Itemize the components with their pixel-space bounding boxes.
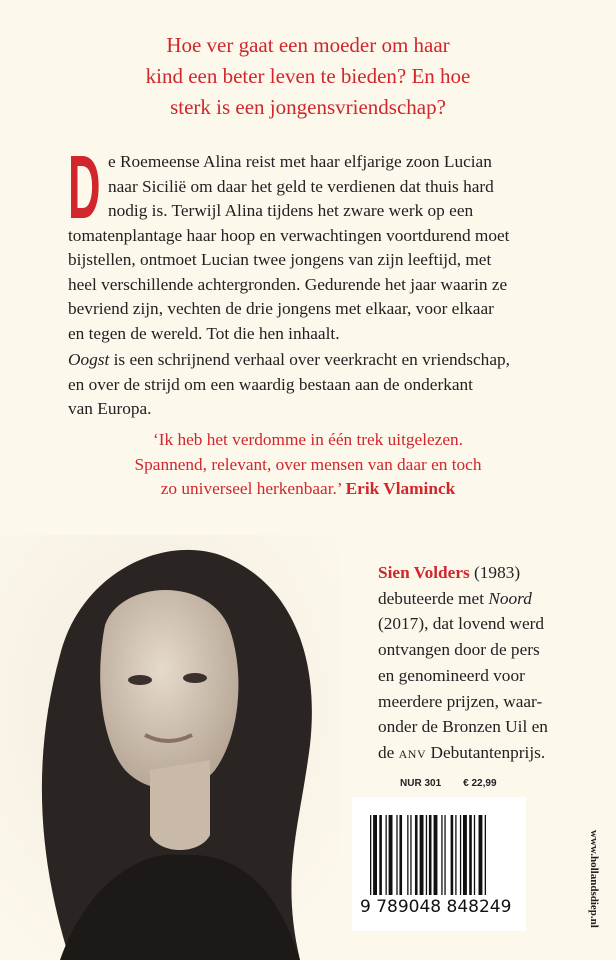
barcode-bar [410, 815, 411, 895]
barcode-bar [370, 815, 371, 895]
text-line: bijstellen, ontmoet Lucian twee jongens van zijn leeftijd, met [68, 250, 492, 269]
nur-price [400, 778, 519, 789]
barcode-bar [396, 815, 397, 895]
text-fragment: is een schrijnend verhaal over veerkracht en vriendschap, [109, 350, 510, 369]
price: € 22,99 [463, 778, 497, 789]
text-line: heel verschillende achtergronden. Gedurende het jaar waarin ze [68, 274, 508, 294]
isbn-number: 9 789048 848249 [360, 897, 512, 917]
barcode-bar [420, 815, 424, 895]
barcode-bar [463, 815, 467, 895]
drop-cap-letter: D [68, 154, 101, 222]
text-line: nodig is. Terwijl Alina tijdens het zware werk op een [108, 201, 474, 220]
text-line: naar Sicilië om daar het geld te verdienen dat thuis hard [108, 176, 494, 196]
barcode [352, 797, 526, 931]
barcode-bar [429, 815, 432, 895]
barcode-bar [407, 815, 408, 895]
text-line: en tegen de wereld. Tot die hen inhaalt. [68, 323, 340, 343]
barcode-bar [426, 815, 427, 895]
headline-line: kind een beter leven te bieden? En hoe [145, 64, 471, 88]
text-line: tomatenplantage haar hoop en verwachtingen voortdurend moet [68, 225, 510, 245]
bio-line [378, 740, 548, 768]
book-title: Oogst [68, 350, 110, 369]
author-photo [0, 535, 340, 960]
headline [0, 30, 616, 123]
barcode-bar [474, 815, 475, 895]
author-bio [378, 560, 548, 768]
review-quote [0, 428, 616, 502]
quote-fragment: zo universeel herkenbaar.’ [160, 479, 346, 498]
barcode-bar [373, 815, 377, 895]
barcode-bar [434, 815, 438, 895]
barcode-bar [485, 815, 486, 895]
barcode-bars [370, 815, 510, 895]
barcode-bar [415, 815, 418, 895]
barcode-bar [451, 815, 454, 895]
barcode-bar [399, 815, 402, 895]
barcode-bar [389, 815, 393, 895]
bio-line: onder de Bronzen Uil en [378, 717, 548, 737]
bio-line: en genomineerd voor [378, 665, 525, 685]
barcode-bar [455, 815, 456, 895]
debut-title: Noord [488, 588, 532, 608]
bio-line [378, 586, 548, 612]
headline-line: Hoe ver gaat een moeder om haar [166, 33, 450, 57]
text-line: e Roemeense Alina reist met haar elfjarige zoon Lucian [108, 152, 492, 171]
bio-line: (2017), dat lovend werd [378, 614, 545, 634]
publisher-url: www.hollandsdiep.nl [588, 830, 600, 928]
bio-fragment: de [378, 742, 399, 762]
barcode-bar [460, 815, 461, 895]
quote-line: ‘Ik heb het verdomme in één trek uitgelezen. [153, 430, 463, 449]
nur-code: NUR 301 [400, 778, 442, 789]
anv-abbr: ANV [398, 746, 427, 761]
synopsis-paragraph [68, 150, 598, 346]
barcode-bar [444, 815, 445, 895]
barcode-bar [379, 815, 382, 895]
bio-line: ontvangen door de pers [378, 640, 540, 660]
author-name: Sien Volders [378, 563, 470, 582]
bio-fragment: Debutantenprijs. [426, 742, 546, 762]
barcode-bar [441, 815, 442, 895]
quote-line [0, 477, 616, 502]
barcode-bar [386, 815, 387, 895]
bio-fragment: (1983) [469, 563, 521, 582]
text-line [68, 348, 510, 373]
barcode-bar [479, 815, 483, 895]
bio-line: meerdere prijzen, waar- [378, 691, 543, 711]
quote-line: Spannend, relevant, over mensen van daar en toch [134, 454, 482, 474]
bio-line [378, 560, 548, 586]
text-line: van Europa. [68, 399, 152, 418]
bio-fragment: debuteerde met [378, 588, 489, 608]
barcode-bar [469, 815, 472, 895]
text-line: bevriend zijn, vechten de drie jongens met elkaar, voor elkaar [68, 299, 494, 318]
quote-author: Erik Vlaminck [345, 479, 456, 498]
summary-paragraph [68, 348, 510, 422]
text-line: en over de strijd om een waardig bestaan aan de onderkant [68, 374, 473, 394]
headline-line: sterk is een jongensvriendschap? [170, 95, 446, 119]
